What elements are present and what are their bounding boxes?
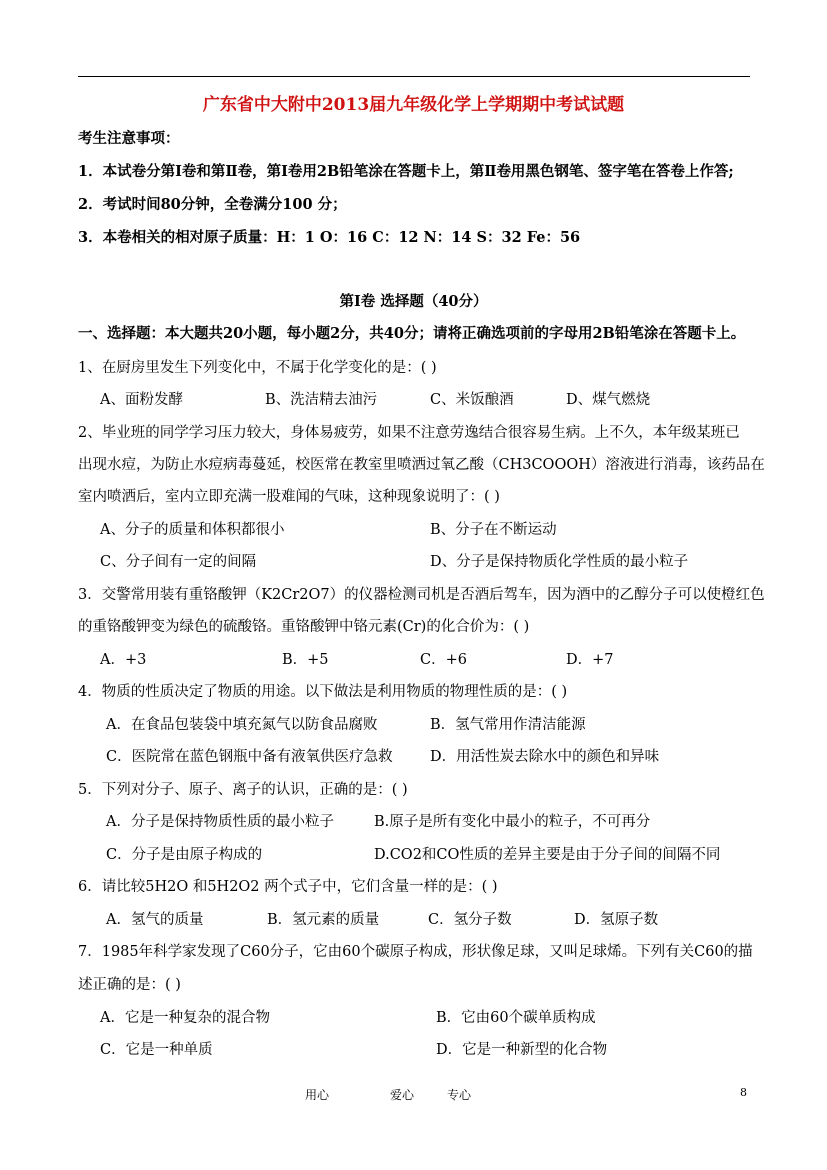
q1-option-c: C、米饭酿酒	[430, 392, 514, 408]
q6-option-b: B．氢元素的质量	[267, 912, 380, 928]
question-7-stem: 述正确的是：( )	[78, 977, 181, 993]
section-instructions: 一、选择题：本大题共20小题，每小题2分，共40分；请将正确选项前的字母用2B铅笔涂在答题卡上。	[78, 325, 746, 342]
q4-option-c: C．医院常在蓝色钢瓶中备有液氧供医疗急救	[106, 749, 393, 765]
q3-option-c: C．+6	[420, 652, 467, 668]
question-1-stem: 1、在厨房里发生下列变化中，不属于化学变化的是：( )	[78, 360, 437, 376]
page-title: 广东省中大附中2013届九年级化学上学期期中考试试题	[202, 95, 625, 115]
question-6-stem: 6．请比较5H2O 和5H2O2 两个式子中，它们含量一样的是：( )	[78, 879, 498, 895]
q4-option-d: D．用活性炭去除水中的颜色和异味	[430, 749, 660, 765]
section-title: 第Ⅰ卷 选择题（40分）	[339, 293, 488, 310]
q3-option-a: A．+3	[100, 652, 147, 668]
q2-option-c: C、分子间有一定的间隔	[100, 554, 257, 570]
question-3-stem: 的重铬酸钾变为绿色的硫酸铬。重铬酸钾中铬元素(Cr)的化合价为：( )	[78, 619, 530, 635]
question-3-stem: 3．交警常用装有重铬酸钾（K2Cr2O7）的仪器检测司机是否酒后驾车，因为酒中的乙醇分子可以使橙红色	[78, 587, 765, 603]
q6-option-a: A．氢气的质量	[106, 912, 204, 928]
footer-text: 爱心	[390, 1088, 415, 1102]
notice-heading: 考生注意事项：	[78, 130, 180, 147]
header-rule	[78, 76, 750, 77]
question-2-stem: 出现水痘，为防止水痘病毒蔓延，校医常在教室里喷洒过氧乙酸（CH3COOOH）溶液进行消毒，该药品在	[78, 457, 765, 473]
footer-text: 用心	[305, 1088, 330, 1102]
q4-option-b: B．氢气常用作清洁能源	[430, 717, 586, 733]
question-2-stem: 室内喷洒后，室内立即充满一股难闻的气味，这种现象说明了：( )	[78, 489, 500, 505]
q7-option-b: B．它由60个碳单质构成	[436, 1010, 596, 1026]
notice-item: 3．本卷相关的相对原子质量：H：1 O：16 C：12 N：14 S：32 Fe：56	[78, 229, 581, 246]
q6-option-c: C．氢分子数	[428, 912, 512, 928]
q3-option-d: D．+7	[566, 652, 614, 668]
q1-option-b: B、洗洁精去油污	[265, 392, 378, 408]
question-5-stem: 5．下列对分子、原子、离子的认识，正确的是：( )	[78, 782, 408, 798]
q5-option-a: A．分子是保持物质性质的最小粒子	[106, 814, 334, 830]
page-number: 8	[740, 1086, 747, 1099]
question-7-stem: 7．1985年科学家发现了C60分子，它由60个碳原子构成，形状像足球，又叫足球烯。下列有关C60的描	[78, 944, 753, 960]
footer-text: 专心	[447, 1088, 472, 1102]
question-2-stem: 2、毕业班的同学学习压力较大，身体易疲劳，如果不注意劳逸结合很容易生病。上不久，本年级某班已	[78, 425, 740, 441]
q2-option-b: B、分子在不断运动	[430, 522, 557, 538]
q6-option-d: D．氢原子数	[574, 912, 659, 928]
q4-option-a: A．在食品包装袋中填充氮气以防食品腐败	[106, 717, 378, 733]
q5-option-c: C．分子是由原子构成的	[106, 847, 263, 863]
notice-item: 2．考试时间80分钟，全卷满分100 分；	[78, 196, 347, 213]
question-4-stem: 4．物质的性质决定了物质的用途。以下做法是利用物质的物理性质的是：( )	[78, 684, 568, 700]
q5-option-d: D.CO2和CO性质的差异主要是由于分子间的间隔不同	[374, 847, 721, 863]
q7-option-d: D．它是一种新型的化合物	[436, 1042, 608, 1058]
q2-option-a: A、分子的质量和体积都很小	[100, 522, 285, 538]
q2-option-d: D、分子是保持物质化学性质的最小粒子	[430, 554, 689, 570]
q3-option-b: B．+5	[282, 652, 329, 668]
q5-option-b: B.原子是所有变化中最小的粒子，不可再分	[374, 814, 651, 830]
q1-option-d: D、煤气燃烧	[566, 392, 651, 408]
q7-option-a: A．它是一种复杂的混合物	[100, 1010, 270, 1026]
notice-item: 1．本试卷分第Ⅰ卷和第Ⅱ卷，第Ⅰ卷用2B铅笔涂在答题卡上，第Ⅱ卷用黑色钢笔、签字笔在答卷上作答;	[78, 163, 734, 180]
q7-option-c: C．它是一种单质	[100, 1042, 213, 1058]
q1-option-a: A、面粉发酵	[100, 392, 183, 408]
